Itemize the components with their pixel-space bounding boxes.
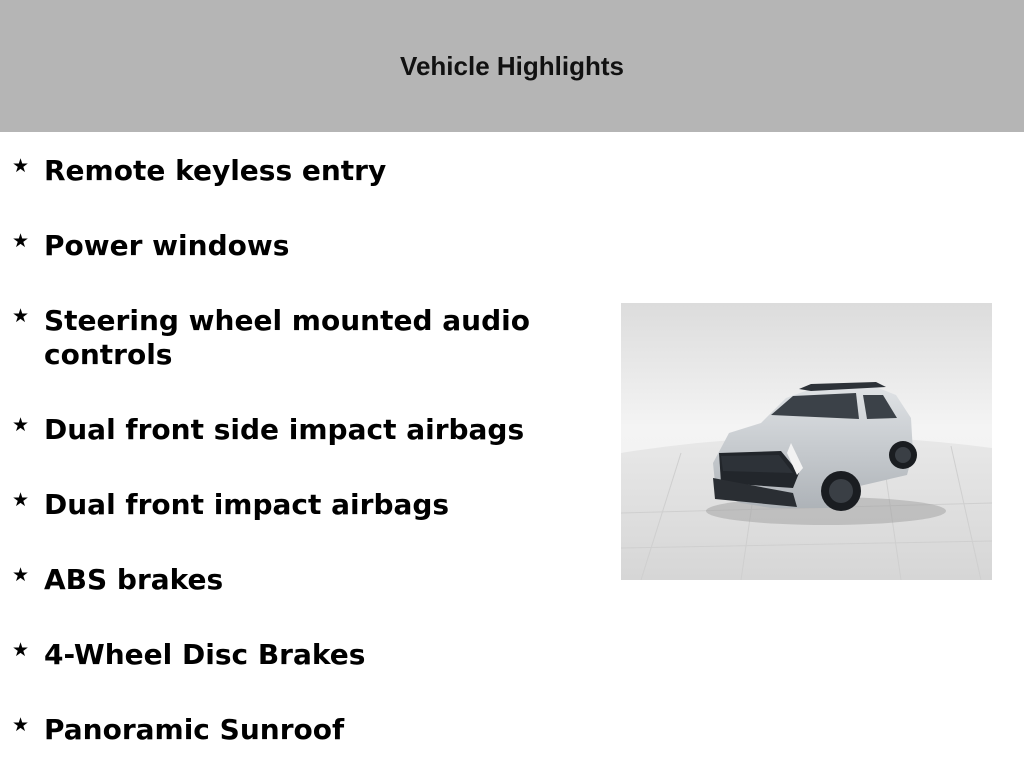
star-icon: ★: [12, 489, 30, 511]
feature-label: Steering wheel mounted audio controls: [44, 304, 530, 371]
star-icon: ★: [12, 155, 30, 177]
star-icon: ★: [12, 414, 30, 436]
vehicle-photo: [621, 303, 992, 580]
star-icon: ★: [12, 305, 30, 327]
feature-label: Dual front side impact airbags: [44, 413, 525, 446]
star-icon: ★: [12, 230, 30, 252]
star-icon: ★: [12, 639, 30, 661]
feature-label: Remote keyless entry: [44, 154, 387, 187]
feature-item: [12, 154, 592, 188]
feature-item: [12, 713, 592, 747]
feature-item: [12, 304, 592, 372]
feature-label: Power windows: [44, 229, 290, 262]
feature-item: [12, 229, 592, 263]
feature-item: [12, 413, 592, 447]
star-icon: ★: [12, 564, 30, 586]
feature-label: Dual front impact airbags: [44, 488, 450, 521]
feature-label: 4-Wheel Disc Brakes: [44, 638, 366, 671]
feature-item: [12, 488, 592, 522]
feature-item: [12, 563, 592, 597]
feature-label: Panoramic Sunroof: [44, 713, 345, 746]
car-image: [621, 303, 992, 580]
page-title: Vehicle Highlights: [400, 50, 624, 81]
star-icon: ★: [12, 714, 30, 736]
feature-label: ABS brakes: [44, 563, 224, 596]
page-header: [0, 0, 1024, 132]
feature-item: [12, 638, 592, 672]
